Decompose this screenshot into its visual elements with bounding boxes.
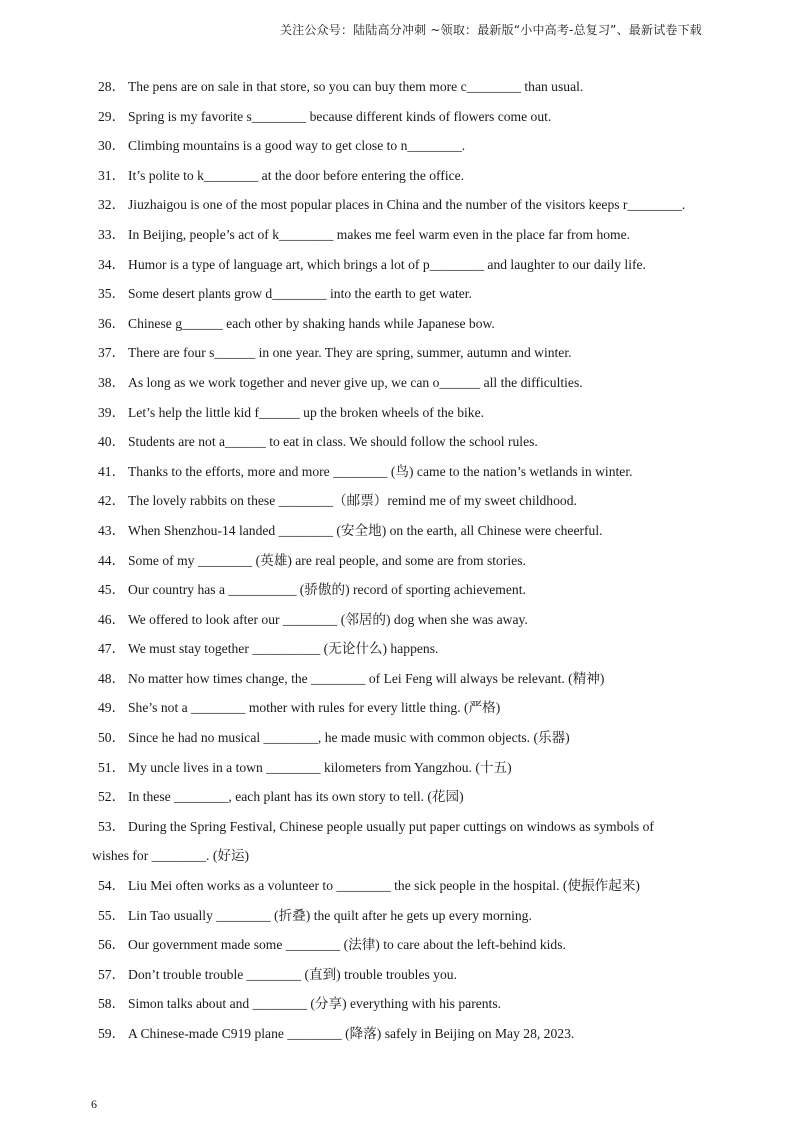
question-text: My uncle lives in a town ________ kilometers from Yangzhou. (十五) xyxy=(128,759,512,775)
question-number: 29． xyxy=(98,108,126,124)
question-item xyxy=(0,460,800,490)
question-number: 40． xyxy=(98,434,126,450)
question-text: Our country has a __________ (骄傲的) record of sporting achievement. xyxy=(128,582,526,598)
question-number: 42． xyxy=(98,493,126,509)
question-text-continued: wishes for ________. (好运) xyxy=(92,848,250,864)
question-text: Thanks to the efforts, more and more ________ (鸟) came to the nation’s wetlands in winter. xyxy=(128,463,633,479)
question-number: 48． xyxy=(98,670,126,686)
question-text: In Beijing, people’s act of k________ makes me feel warm even in the place far from home. xyxy=(128,226,631,242)
question-text: It’s polite to k________ at the door before entering the office. xyxy=(128,167,465,183)
question-list xyxy=(0,75,800,1052)
question-item xyxy=(0,549,800,579)
question-number: 47． xyxy=(98,641,126,657)
question-text: Don’t trouble trouble ________ (直到) trouble troubles you. xyxy=(128,966,457,982)
question-item xyxy=(0,637,800,667)
question-number: 28． xyxy=(98,79,126,94)
question-item xyxy=(0,933,800,963)
question-item xyxy=(0,164,800,194)
question-text: Let’s help the little kid f______ up the broken wheels of the bike. xyxy=(128,404,484,420)
question-text: Students are not a______ to eat in class. We should follow the school rules. xyxy=(128,434,538,450)
question-text: Chinese g______ each other by shaking hands while Japanese bow. xyxy=(128,315,495,331)
question-item xyxy=(0,904,800,934)
question-number: 52． xyxy=(98,789,126,805)
question-text: Some of my ________ (英雄) are real people, and some are from stories. xyxy=(128,552,526,568)
question-number: 46． xyxy=(98,611,126,627)
question-item xyxy=(0,401,800,431)
question-text: Liu Mei often works as a volunteer to ________ the sick people in the hospital. (使振作起来) xyxy=(128,878,640,894)
question-item xyxy=(0,193,800,223)
question-text: No matter how times change, the ________ of Lei Feng will always be relevant. (精神) xyxy=(128,670,605,686)
question-number: 30． xyxy=(98,138,126,154)
question-item xyxy=(0,371,800,401)
question-item xyxy=(0,992,800,1022)
question-number: 51． xyxy=(98,759,126,775)
question-item xyxy=(0,489,800,519)
question-number: 32． xyxy=(98,197,126,213)
question-text: Lin Tao usually ________ (折叠) the quilt after he gets up every morning. xyxy=(128,907,532,923)
question-number: 31． xyxy=(98,167,126,183)
question-text: Spring is my favorite s________ because different kinds of flowers come out. xyxy=(128,108,552,124)
question-item xyxy=(0,578,800,608)
question-text: A Chinese-made C919 plane ________ (降落) safely in Beijing on May 28, 2023. xyxy=(128,1026,575,1041)
question-number: 49． xyxy=(98,700,126,716)
question-number: 43． xyxy=(98,522,126,538)
question-number: 54． xyxy=(98,878,126,894)
question-text: In these ________, each plant has its own story to tell. (花园) xyxy=(128,789,464,805)
question-text: Some desert plants grow d________ into the earth to get water. xyxy=(128,286,472,302)
question-item xyxy=(0,134,800,164)
question-number: 38． xyxy=(98,374,126,390)
question-number: 55． xyxy=(98,907,126,923)
question-item xyxy=(0,430,800,460)
question-text: As long as we work together and never give up, we can o______ all the difficulties. xyxy=(128,374,583,390)
question-item xyxy=(0,608,800,638)
question-number: 58． xyxy=(98,996,126,1012)
question-text: We must stay together __________ (无论什么) happens. xyxy=(128,641,439,657)
question-text: Jiuzhaigou is one of the most popular places in China and the number of the visitors keeps r________. xyxy=(128,197,686,213)
question-number: 44． xyxy=(98,552,126,568)
question-item xyxy=(0,75,800,105)
question-item xyxy=(0,519,800,549)
question-number: 53． xyxy=(98,818,126,834)
page-header: 关注公众号：陆陆高分冲刺 ~领取：最新版“小中高考-总复习”、最新试卷下载 xyxy=(279,23,702,37)
question-text: There are four s______ in one year. They are spring, summer, autumn and winter. xyxy=(128,345,572,361)
question-item xyxy=(0,785,800,815)
question-item xyxy=(0,756,800,786)
question-number: 59． xyxy=(98,1026,126,1041)
question-number: 57． xyxy=(98,966,126,982)
question-text: When Shenzhou-14 landed ________ (安全地) on the earth, all Chinese were cheerful. xyxy=(128,522,603,538)
question-item xyxy=(0,341,800,371)
question-text: The lovely rabbits on these ________（邮票）remind me of my sweet childhood. xyxy=(128,493,577,509)
question-number: 34． xyxy=(98,256,126,272)
page-number: 6 xyxy=(91,1097,97,1111)
question-text: Humor is a type of language art, which brings a lot of p________ and laughter to our daily life. xyxy=(128,256,646,272)
question-item xyxy=(0,1022,800,1052)
question-item xyxy=(0,963,800,993)
question-number: 50． xyxy=(98,730,126,746)
question-item xyxy=(0,815,800,845)
question-item xyxy=(0,253,800,283)
question-text: Simon talks about and ________ (分享) everything with his parents. xyxy=(128,996,502,1012)
question-continuation xyxy=(0,844,800,874)
question-number: 39． xyxy=(98,404,126,420)
question-text: Our government made some ________ (法律) to care about the left-behind kids. xyxy=(128,937,566,953)
question-number: 45． xyxy=(98,582,126,598)
question-item xyxy=(0,282,800,312)
question-item xyxy=(0,105,800,135)
question-item xyxy=(0,874,800,904)
question-item xyxy=(0,667,800,697)
question-number: 37． xyxy=(98,345,126,361)
question-item xyxy=(0,696,800,726)
question-item xyxy=(0,312,800,342)
question-text: Since he had no musical ________, he made music with common objects. (乐器) xyxy=(128,730,570,746)
question-number: 56． xyxy=(98,937,126,953)
question-number: 35． xyxy=(98,286,126,302)
question-text: We offered to look after our ________ (邻居的) dog when she was away. xyxy=(128,611,528,627)
question-item xyxy=(0,726,800,756)
question-text: She’s not a ________ mother with rules for every little thing. (严格) xyxy=(128,700,501,716)
question-number: 36． xyxy=(98,315,126,331)
question-text: Climbing mountains is a good way to get close to n________. xyxy=(128,138,466,154)
question-text: The pens are on sale in that store, so you can buy them more c________ than usual. xyxy=(128,79,584,94)
question-number: 41． xyxy=(98,463,126,479)
question-number: 33． xyxy=(98,226,126,242)
question-text: During the Spring Festival, Chinese people usually put paper cuttings on windows as symbols of xyxy=(128,818,654,834)
question-item xyxy=(0,223,800,253)
